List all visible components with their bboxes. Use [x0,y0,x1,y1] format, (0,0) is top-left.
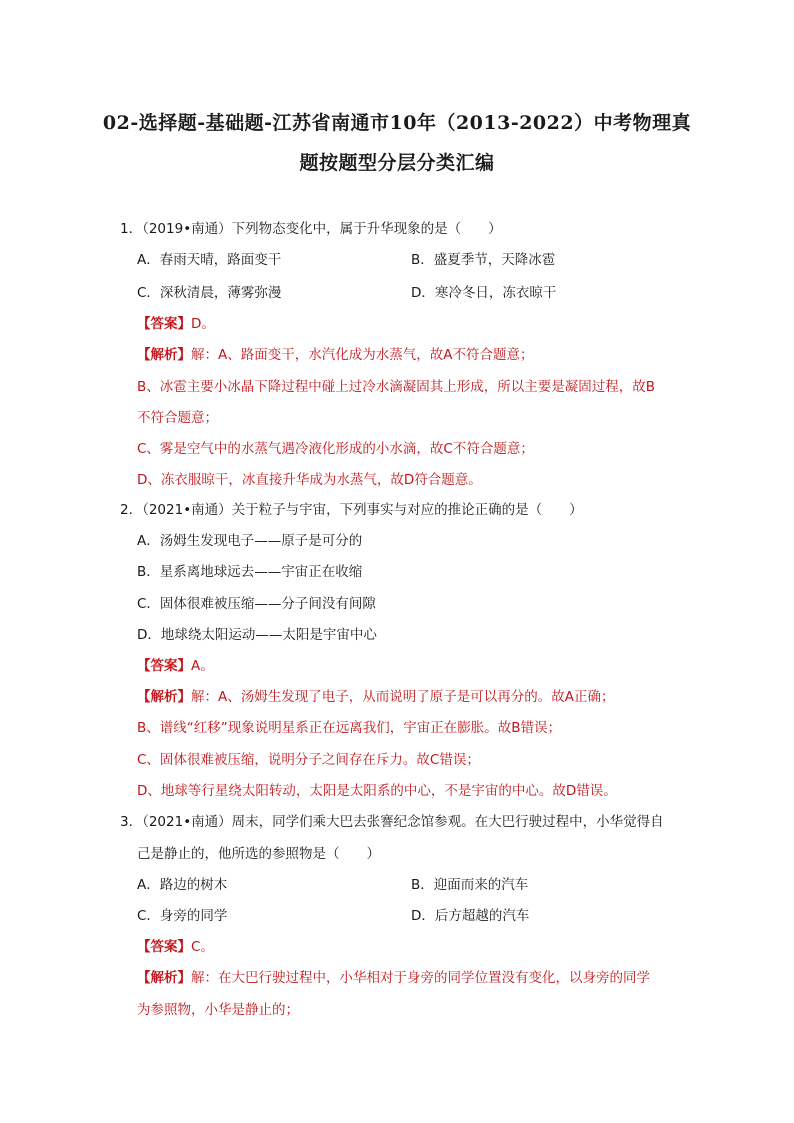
question-3-option-b: B．迎面而来的汽车 [411,877,529,893]
analysis-tag: 【解析】 [137,970,191,986]
question-1-stem: 1．（2019•南通）下列物态变化中，属于升华现象的是（ ） [120,221,502,237]
question-2-analysis-line-2: B、谱线“红移”现象说明星系正在远离我们，宇宙正在膨胀。故B错误； [137,720,562,736]
question-2-option-d: D．地球绕太阳运动——太阳是宇宙中心 [137,627,377,643]
question-2-analysis-line-1 [137,685,614,705]
question-1-analysis-line-1 [137,343,533,363]
analysis-text: 解：A、路面变干，水汽化成为水蒸气，故A不符合题意； [191,347,534,363]
question-2-stem: 2．（2021•南通）关于粒子与宇宙，下列事实与对应的推论正确的是（ ） [120,502,583,518]
question-2-option-c: C．固体很难被压缩——分子间没有间隙 [137,596,376,612]
question-3-option-c: C．身旁的同学 [137,908,228,924]
analysis-tag: 【解析】 [137,347,191,363]
question-3-stem-line-2: 己是静止的，他所选的参照物是（ ） [137,846,380,862]
answer-tag: 【答案】 [137,658,191,674]
question-3-answer [137,935,214,955]
answer-tag: 【答案】 [137,316,191,332]
question-3-analysis-line-2: 为参照物，小华是静止的； [137,1002,299,1018]
question-1-option-c: C．深秋清晨，薄雾弥漫 [137,285,282,301]
question-3-analysis-line-1 [137,966,650,986]
analysis-text: 解：A、汤姆生发现了电子，从而说明了原子是可以再分的。故A正确； [191,689,615,705]
question-1-option-a: A．春雨天晴，路面变干 [137,252,282,268]
question-1-analysis-line-5: D、冻衣服晾干，冰直接升华成为水蒸气，故D符合题意。 [137,472,482,488]
analysis-text: 解：在大巴行驶过程中，小华相对于身旁的同学位置没有变化，以身旁的同学 [191,970,650,986]
question-1-option-d: D．寒冷冬日，冻衣晾干 [411,285,557,301]
question-3-option-a: A．路边的树木 [137,877,228,893]
question-1-answer [137,312,215,332]
question-1-analysis-line-3: 不符合题意； [137,410,218,426]
question-3-stem-line-1: 3．（2021•南通）周末，同学们乘大巴去张謇纪念馆参观。在大巴行驶过程中，小华觉得自 [120,814,664,830]
document-title-line-2: 题按题型分层分类汇编 [299,152,495,174]
question-1-analysis-line-2: B、冰雹主要小冰晶下降过程中碰上过冷水滴凝固其上形成，所以主要是凝固过程，故B [137,379,656,395]
question-2-option-a: A．汤姆生发现电子——原子是可分的 [137,533,363,549]
question-2-analysis-line-4: D、地球等行星绕太阳转动，太阳是太阳系的中心，不是宇宙的中心。故D错误。 [137,783,617,799]
answer-value: D。 [191,316,215,332]
answer-tag: 【答案】 [137,939,191,955]
question-2-option-b: B．星系离地球远去——宇宙正在收缩 [137,564,363,580]
answer-value: C。 [191,939,214,955]
answer-value: A。 [191,658,214,674]
analysis-tag: 【解析】 [137,689,191,705]
question-1-option-b: B．盛夏季节，天降冰雹 [411,252,556,268]
question-3-option-d: D．后方超越的汽车 [411,908,530,924]
question-1-analysis-line-4: C、雾是空气中的水蒸气遇冷液化形成的小水滴，故C不符合题意； [137,441,534,457]
question-2-analysis-line-3: C、固体很难被压缩，说明分子之间存在斥力。故C错误； [137,752,480,768]
question-2-answer [137,654,214,674]
document-title-line-1: 02-选择题-基础题-江苏省南通市10年（2013-2022）中考物理真 [102,112,692,134]
